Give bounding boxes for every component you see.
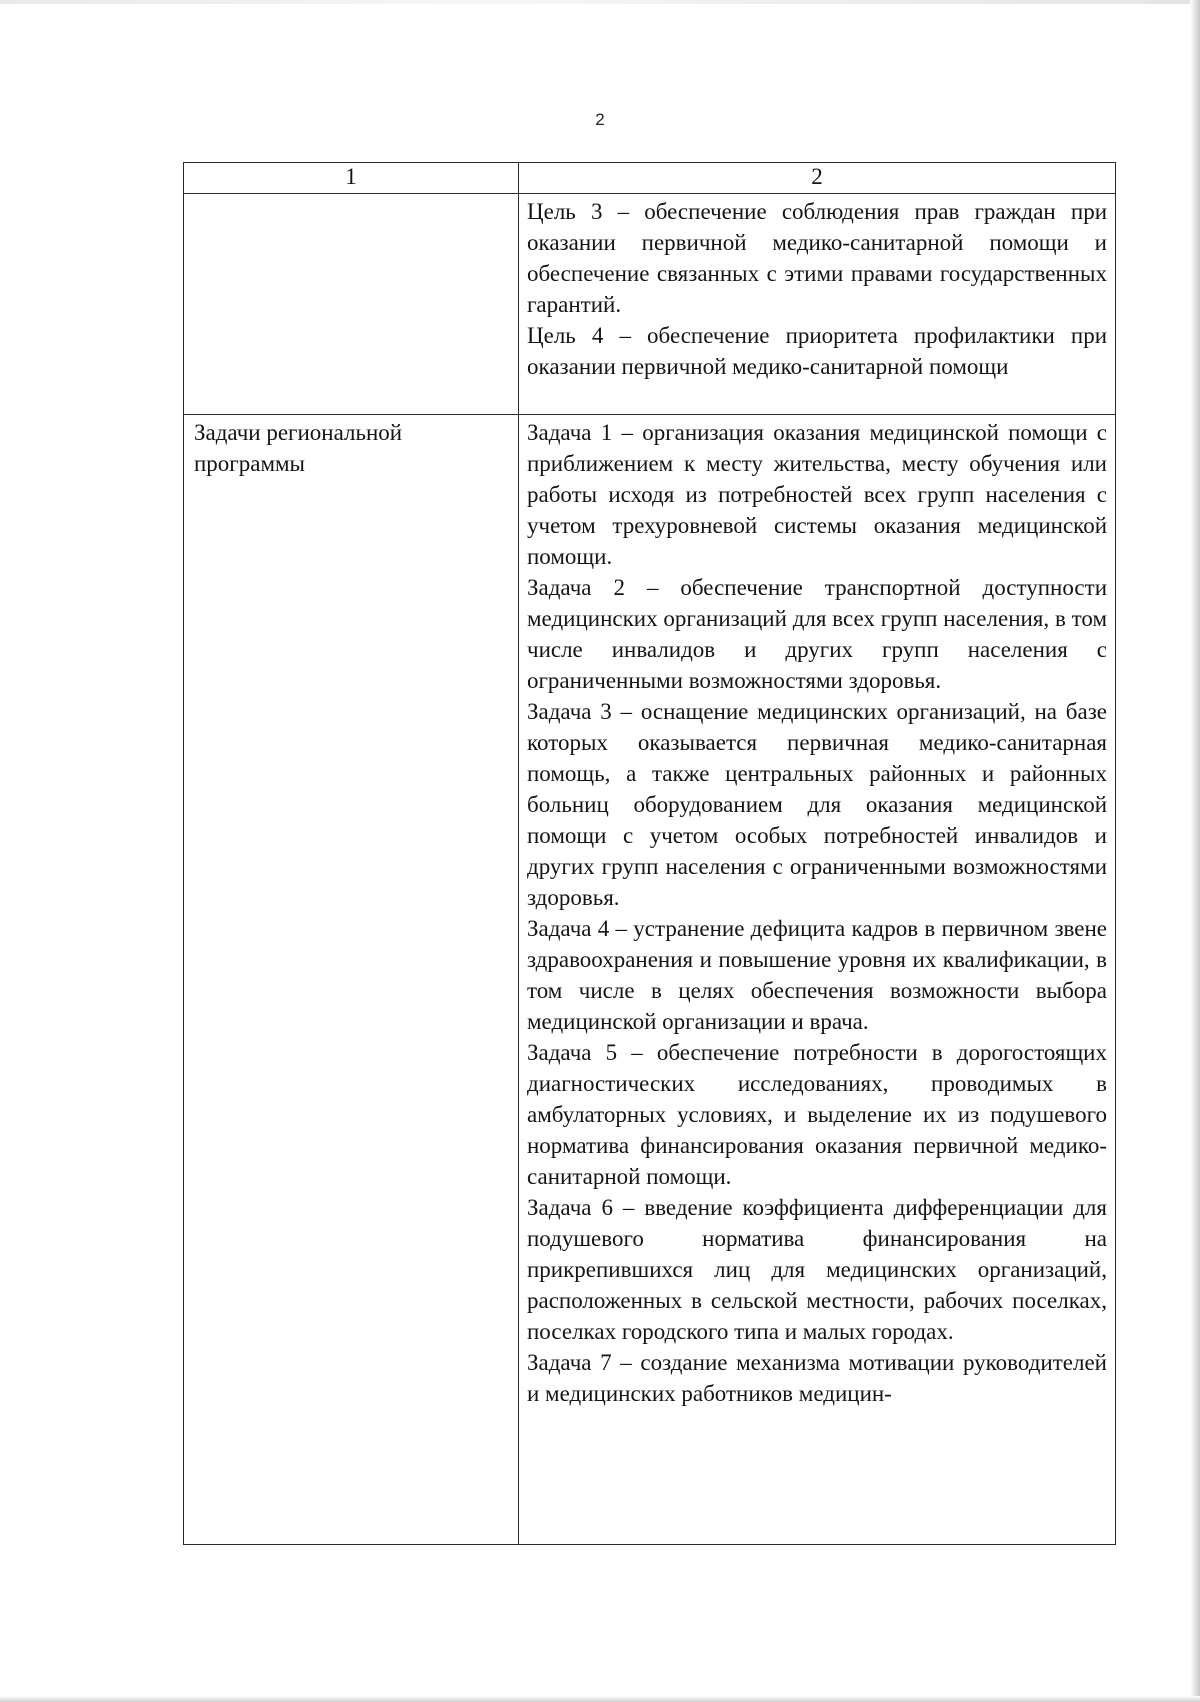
table-row-goals xyxy=(184,194,1116,415)
task-6-paragraph: Задача 6 – введение коэффициента дифференциации для подушевого норматива финансирования на прикрепившихся лиц для медицинских организаций, расположенных в сельской местности, рабочих поселках, поселках городского типа и малых городах. xyxy=(527,1195,1107,1344)
goal-3-paragraph: Цель 3 – обеспечение соблюдения прав граждан при оказании первичной медико-санитарной помощи и обеспечение связанных с этими правами государственных гарантий. xyxy=(527,199,1107,317)
table-row-tasks xyxy=(184,415,1116,1545)
row-label-cell xyxy=(184,415,519,1545)
page-number: 2 xyxy=(595,110,605,129)
goal-4-paragraph: Цель 4 – обеспечение приоритета профилактики при оказании первичной медико-санитарной помощи xyxy=(527,323,1107,379)
task-3-paragraph: Задача 3 – оснащение медицинских организаций, на базе которых оказывается первичная медико-санитарная помощь, а также центральных районных и районных больниц оборудованием для оказания медицинской помощи с учетом особых потребностей инвалидов и других групп населения с ограниченными возможностями здоровья. xyxy=(527,699,1107,910)
table-header-row xyxy=(184,163,1116,194)
scan-edge-top xyxy=(0,0,1200,4)
scan-edge-right xyxy=(1190,0,1200,1702)
header-cell-col2: 2 xyxy=(519,163,1116,194)
row-content-cell xyxy=(519,415,1116,1545)
task-5-paragraph: Задача 5 – обеспечение потребности в дорогостоящих диагностических исследованиях, проводимых в амбулаторных условиях, и выделение их из подушевого норматива финансирования оказания первичной медико-санитарной помощи. xyxy=(527,1040,1107,1189)
row-label-cell xyxy=(184,194,519,415)
task-2-paragraph: Задача 2 – обеспечение транспортной доступности медицинских организаций для всех групп населения, в том числе инвалидов и других групп населения с ограниченными возможностями здоровья. xyxy=(527,575,1107,693)
task-4-paragraph: Задача 4 – устранение дефицита кадров в первичном звене здравоохранения и повышение уровня их квалификации, в том числе в целях обеспечения возможности выбора медицинской организации и врача. xyxy=(527,916,1107,1034)
task-1-paragraph: Задача 1 – организация оказания медицинской помощи с приближением к месту жительства, месту обучения или работы исходя из потребностей всех групп населения с учетом трехуровневой системы оказания медицинской помощи. xyxy=(527,420,1107,569)
row-content-cell xyxy=(519,194,1116,415)
document-table xyxy=(183,162,1116,1545)
task-7-paragraph: Задача 7 – создание механизма мотивации руководителей и медицинских работников медицин- xyxy=(527,1350,1107,1406)
header-cell-col1: 1 xyxy=(184,163,519,194)
scan-edge-bottom xyxy=(0,1696,1200,1702)
row-label-tasks: Задачи региональной программы xyxy=(194,420,403,476)
